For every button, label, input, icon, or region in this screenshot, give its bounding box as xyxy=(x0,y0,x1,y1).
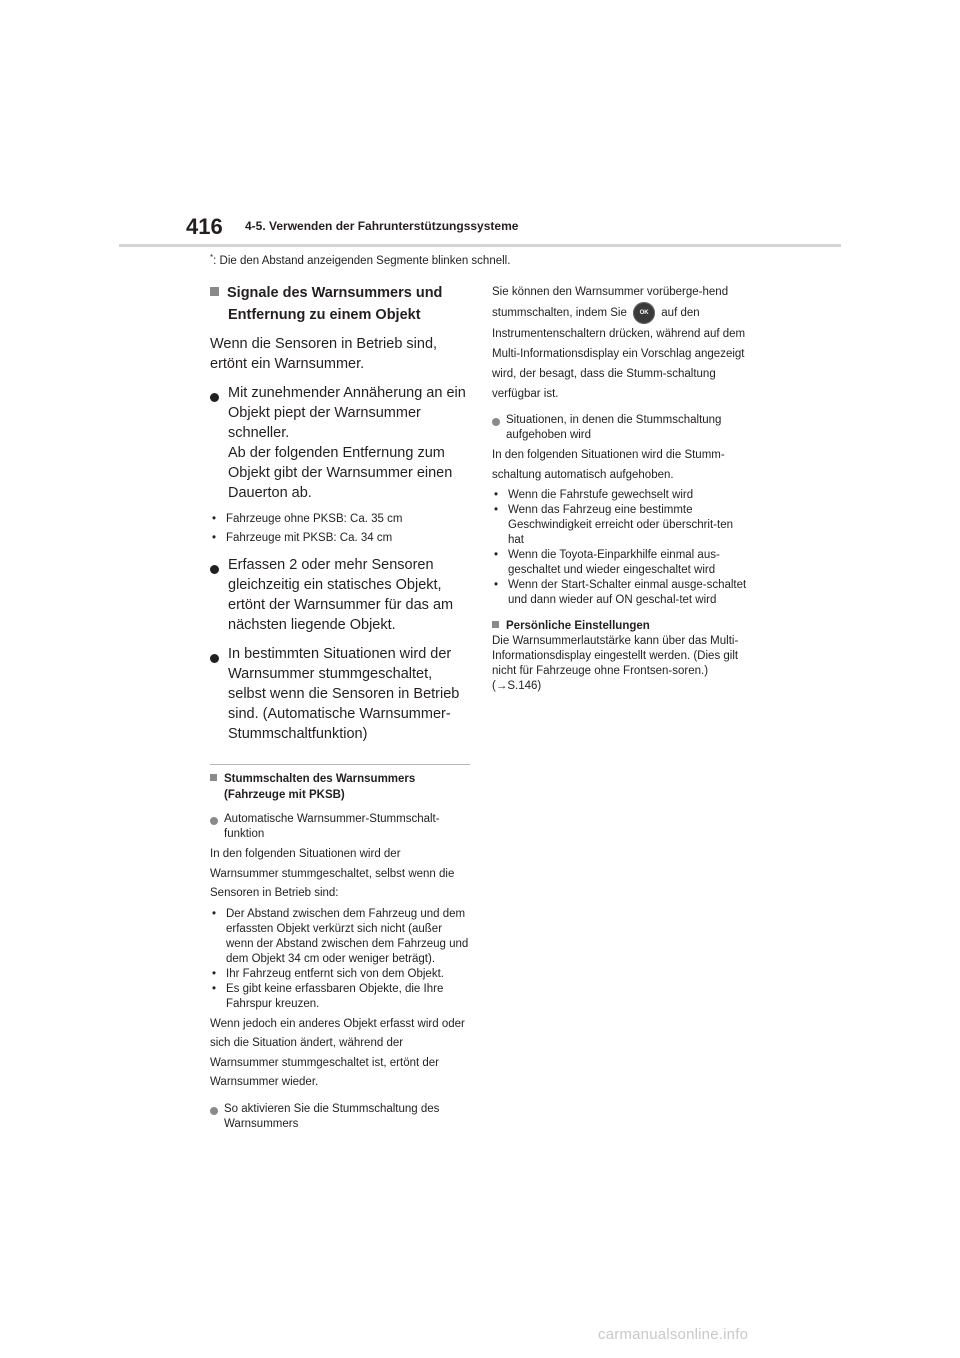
square-marker-icon xyxy=(492,621,499,628)
paragraph: In den folgenden Situationen wird der Warnsummer stummgeschaltet, selbst wenn die Sensoren in Betrieb sind: xyxy=(210,848,455,899)
list-item: • Wenn das Fahrzeug eine bestimmte Geschwindigkeit erreicht oder überschrit-ten hat xyxy=(494,504,733,546)
arrow-icon: → xyxy=(495,680,508,692)
list-item: • Wenn die Toyota-Einparkhilfe einmal aus-geschaltet und wieder eingeschaltet wird xyxy=(494,549,720,576)
square-marker-icon xyxy=(210,287,219,296)
section-title: 4-5. Verwenden der Fahrunterstützungssysteme xyxy=(245,219,519,233)
ok-button-icon: OK xyxy=(633,302,655,324)
paragraph: Sie können den Warnsummer vorüberge-hend stummschalten, indem Sie OK auf den Instrumentenschaltern drücken, während auf dem Multi-Informationsdisplay ein Vorschlag angezeigt wird, der besagt, dass die Stumm-schaltung verfügbar ist. xyxy=(492,286,746,400)
list-item: • Fahrzeuge ohne PKSB: Ca. 35 cm xyxy=(212,513,403,525)
list-item: • Fahrzeuge mit PKSB: Ca. 34 cm xyxy=(212,532,393,544)
circle-marker-icon xyxy=(210,817,218,825)
right-column xyxy=(492,282,752,694)
watermark: carmanualsonline.info xyxy=(598,1326,749,1343)
left-column xyxy=(210,282,470,1132)
sub-heading: Persönliche Einstellungen xyxy=(492,618,752,634)
page-reference-link[interactable]: S.146) xyxy=(507,680,542,692)
list-item: • Es gibt keine erfassbaren Objekte, die Ihre Fahrspur kreuzen. xyxy=(212,982,444,1010)
list-item: • Wenn die Fahrstufe gewechselt wird xyxy=(494,489,694,501)
sub-heading: Stummschalten des Warnsummers (Fahrzeuge mit PKSB) xyxy=(210,771,470,803)
paragraph: In den folgenden Situationen wird die Stumm-schaltung automatisch aufgehoben. xyxy=(492,449,725,481)
intro-paragraph: Wenn die Sensoren in Betrieb sind, ertönt ein Warnsummer. xyxy=(210,336,438,372)
list-item: Situationen, in denen die Stummschaltung aufgehoben wird xyxy=(492,413,752,443)
paragraph: Die Warnsummerlautstärke kann über das Multi-Informationsdisplay eingestellt werden. (Dies gilt nicht für Fahrzeuge ohne Frontsen-soren.) (→S.146) xyxy=(492,635,739,692)
bullet-dot-icon xyxy=(210,565,219,574)
list-item: • Ihr Fahrzeug entfernt sich von dem Objekt. xyxy=(212,967,444,980)
square-marker-icon xyxy=(210,774,217,781)
list-item: Erfassen 2 oder mehr Sensoren gleichzeitig ein statisches Objekt, ertönt der Warnsummer für das am nächsten liegende Objekt. xyxy=(210,555,470,635)
list-item: Mit zunehmender Annäherung an ein Objekt piept der Warnsummer schneller. Ab der folgenden Entfernung zum Objekt gibt der Warnsummer einen Dauerton ab. xyxy=(210,383,470,503)
list-item: So aktivieren Sie die Stummschaltung des Warnsummers xyxy=(210,1102,470,1132)
footnote xyxy=(210,255,510,267)
header-rule xyxy=(119,244,841,247)
list-item: • Der Abstand zwischen dem Fahrzeug und dem erfassten Objekt verkürzt sich nicht (außer wenn der Abstand zwischen dem Fahrzeug und dem Objekt 34 cm oder weniger beträgt). xyxy=(212,907,469,965)
bullet-dot-icon xyxy=(210,654,219,663)
list-item: Automatische Warnsummer-Stummschalt-funktion xyxy=(210,812,470,842)
list-item: • Wenn der Start-Schalter einmal ausge-schaltet und dann wieder auf ON geschal-tet wird xyxy=(494,579,747,606)
paragraph: Wenn jedoch ein anderes Objekt erfasst wird oder sich die Situation ändert, während der Warnsummer stummgeschaltet ist, ertönt der Warnsummer wieder. xyxy=(210,1017,465,1088)
section-divider xyxy=(210,764,470,765)
list-item: In bestimmten Situationen wird der Warnsummer stummgeschaltet, selbst wenn die Sensoren in Betrieb sind. (Automatische Warnsummer-Stummschaltfunktion) xyxy=(210,644,470,744)
bullet-dot-icon xyxy=(210,393,219,402)
section-heading: Signale des Warnsummers und Entfernung zu einem Objekt xyxy=(210,282,470,326)
page-number: 416 xyxy=(186,214,223,239)
footnote-text: : Die den Abstand anzeigenden Segmente blinken schnell. xyxy=(213,255,511,267)
circle-marker-icon xyxy=(492,418,500,426)
circle-marker-icon xyxy=(210,1107,218,1115)
footnote-marker: * xyxy=(210,253,214,262)
